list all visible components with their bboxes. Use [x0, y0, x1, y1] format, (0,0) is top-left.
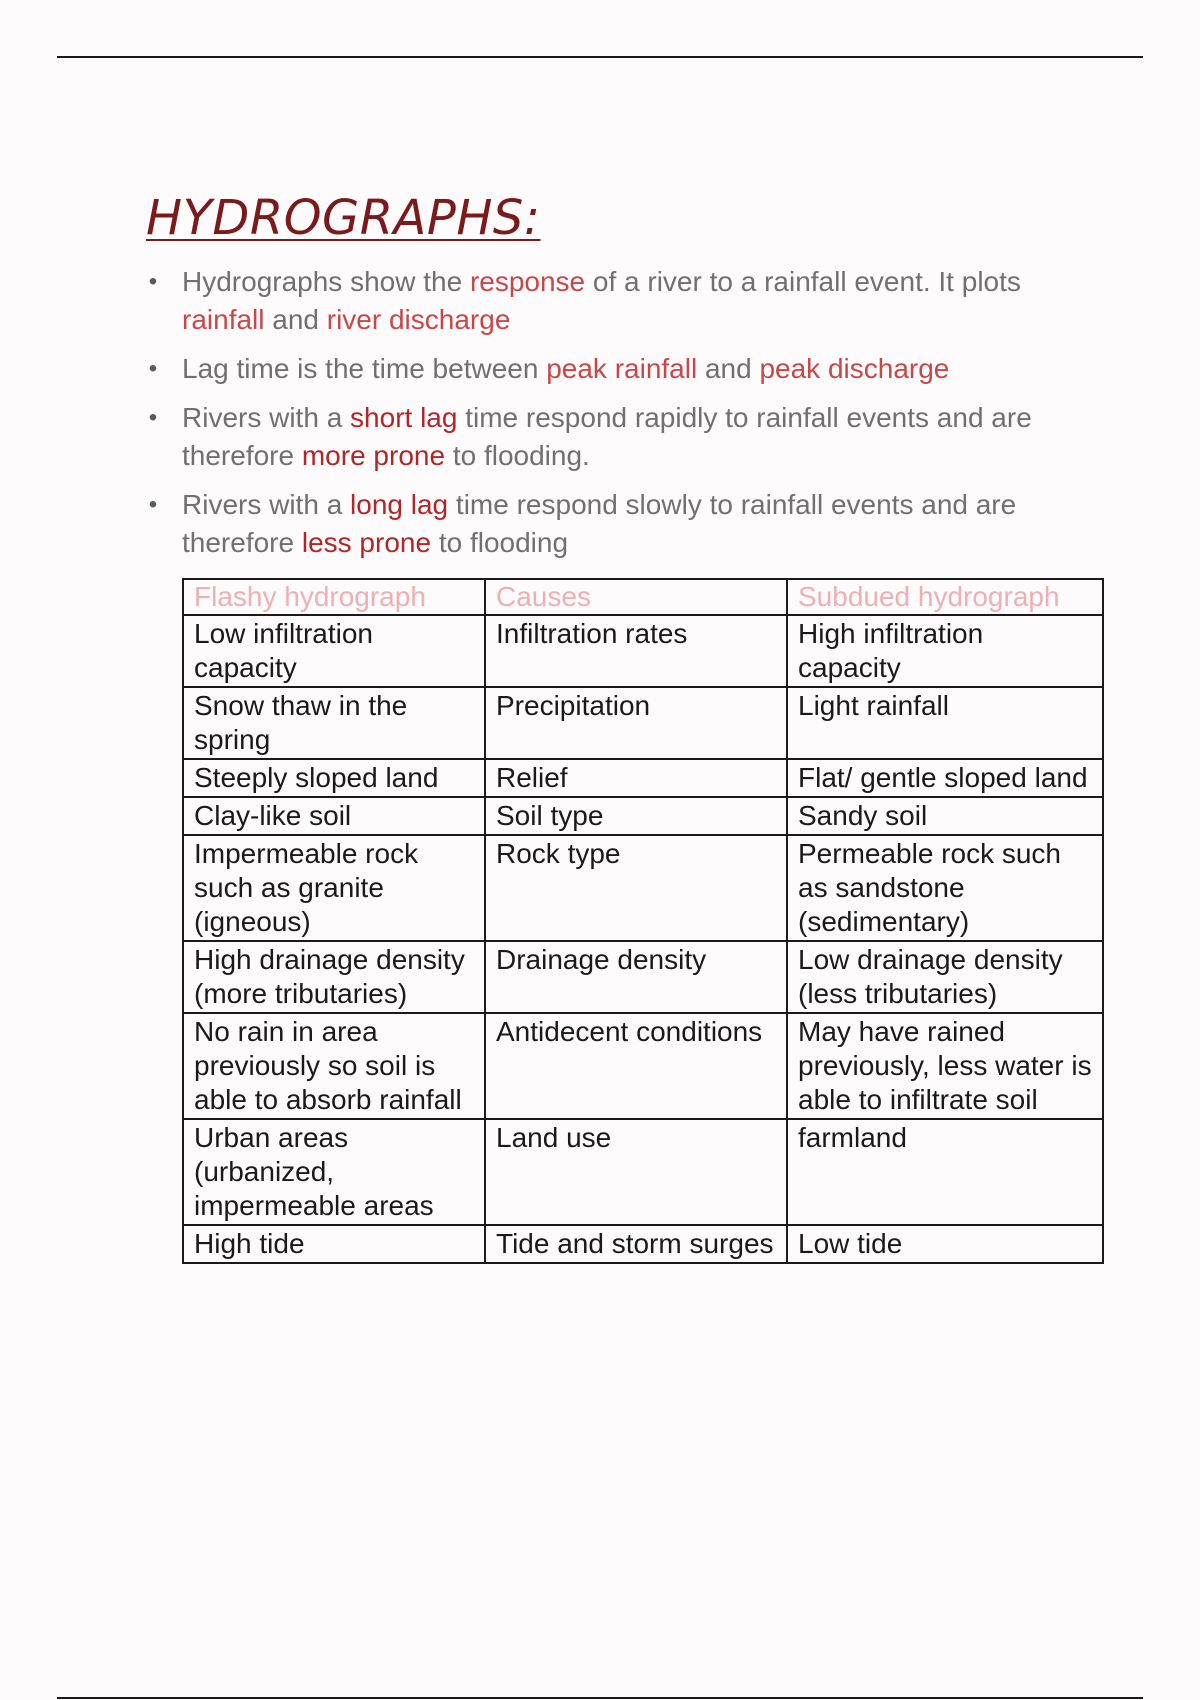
header-causes: Causes	[485, 579, 787, 615]
cell-subdued: Permeable rock such as sandstone (sedimentary)	[787, 835, 1103, 941]
cell-cause: Land use	[485, 1119, 787, 1225]
table-row	[183, 1013, 1103, 1119]
bullet-highlight: long lag	[350, 489, 449, 520]
cell-cause: Soil type	[485, 797, 787, 835]
header-subdued: Subdued hydrograph	[787, 579, 1103, 615]
cell-flashy: High tide	[183, 1225, 485, 1263]
bullet-highlight: more prone	[301, 440, 446, 471]
bullet-text: time respond slowly to rainfall events and are therefore	[182, 489, 1017, 558]
cell-subdued: High infiltration capacity	[787, 615, 1103, 687]
table-row	[183, 759, 1103, 797]
cell-flashy: Snow thaw in the spring	[183, 687, 485, 759]
cell-flashy: No rain in area previously so soil is able to absorb rainfall	[183, 1013, 485, 1119]
bullet-item	[146, 486, 1106, 562]
bullet-text: Lag time is the time between	[182, 353, 547, 384]
bullet-dot-icon: •	[148, 404, 158, 431]
bullet-dot-icon: •	[148, 491, 158, 518]
cell-cause: Tide and storm surges	[485, 1225, 787, 1263]
table-row	[183, 1225, 1103, 1263]
table-header-row	[183, 579, 1103, 615]
bottom-rule	[57, 1697, 1143, 1699]
table-row	[183, 615, 1103, 687]
bullet-text: to flooding	[431, 527, 569, 558]
hydrograph-comparison-table	[182, 578, 1104, 1264]
bullet-highlight: river discharge	[326, 304, 511, 335]
cell-cause: Infiltration rates	[485, 615, 787, 687]
table-row	[183, 687, 1103, 759]
cell-flashy: Impermeable rock such as granite (igneous)	[183, 835, 485, 941]
bullet-highlight: less prone	[301, 527, 432, 558]
bullet-highlight: short lag	[350, 402, 458, 433]
table-row	[183, 941, 1103, 1013]
bullet-item	[146, 399, 1106, 475]
table-row	[183, 835, 1103, 941]
cell-cause: Antidecent conditions	[485, 1013, 787, 1119]
cell-subdued: Flat/ gentle sloped land	[787, 759, 1103, 797]
cell-flashy: Steeply sloped land	[183, 759, 485, 797]
bullet-text: and	[264, 304, 327, 335]
bullet-highlight: response	[469, 266, 586, 297]
bullet-text: to flooding.	[445, 440, 590, 471]
cell-flashy: Clay-like soil	[183, 797, 485, 835]
bullet-text: time respond rapidly to rainfall events and are therefore	[182, 402, 1032, 471]
page-title: HYDROGRAPHS:	[146, 190, 541, 246]
bullet-text: and	[697, 353, 760, 384]
cell-flashy: Urban areas (urbanized, impermeable areas	[183, 1119, 485, 1225]
bullet-dot-icon: •	[148, 268, 158, 295]
bullet-highlight: rainfall	[182, 304, 265, 335]
cell-flashy: High drainage density (more tributaries)	[183, 941, 485, 1013]
cell-subdued: farmland	[787, 1119, 1103, 1225]
bullet-list	[146, 263, 1106, 573]
bullet-dot-icon: •	[148, 355, 158, 382]
bullet-highlight: peak rainfall	[546, 353, 698, 384]
bullet-item	[146, 350, 1106, 388]
header-flashy: Flashy hydrograph	[183, 579, 485, 615]
table-row	[183, 797, 1103, 835]
table-row	[183, 1119, 1103, 1225]
bullet-item	[146, 263, 1106, 339]
cell-cause: Drainage density	[485, 941, 787, 1013]
bullet-text: Hydrographs show the	[182, 266, 470, 297]
cell-cause: Rock type	[485, 835, 787, 941]
hydrograph-comparison-table-wrap	[182, 578, 1102, 1264]
cell-cause: Precipitation	[485, 687, 787, 759]
cell-subdued: May have rained previously, less water is able to infiltrate soil	[787, 1013, 1103, 1119]
cell-cause: Relief	[485, 759, 787, 797]
cell-subdued: Low tide	[787, 1225, 1103, 1263]
bullet-text: of a river to a rainfall event. It plots	[585, 266, 1021, 297]
top-rule	[57, 56, 1143, 58]
cell-subdued: Light rainfall	[787, 687, 1103, 759]
bullet-text: Rivers with a	[182, 402, 351, 433]
cell-subdued: Sandy soil	[787, 797, 1103, 835]
bullet-text: Rivers with a	[182, 489, 351, 520]
cell-subdued: Low drainage density (less tributaries)	[787, 941, 1103, 1013]
bullet-highlight: peak discharge	[759, 353, 950, 384]
cell-flashy: Low infiltration capacity	[183, 615, 485, 687]
